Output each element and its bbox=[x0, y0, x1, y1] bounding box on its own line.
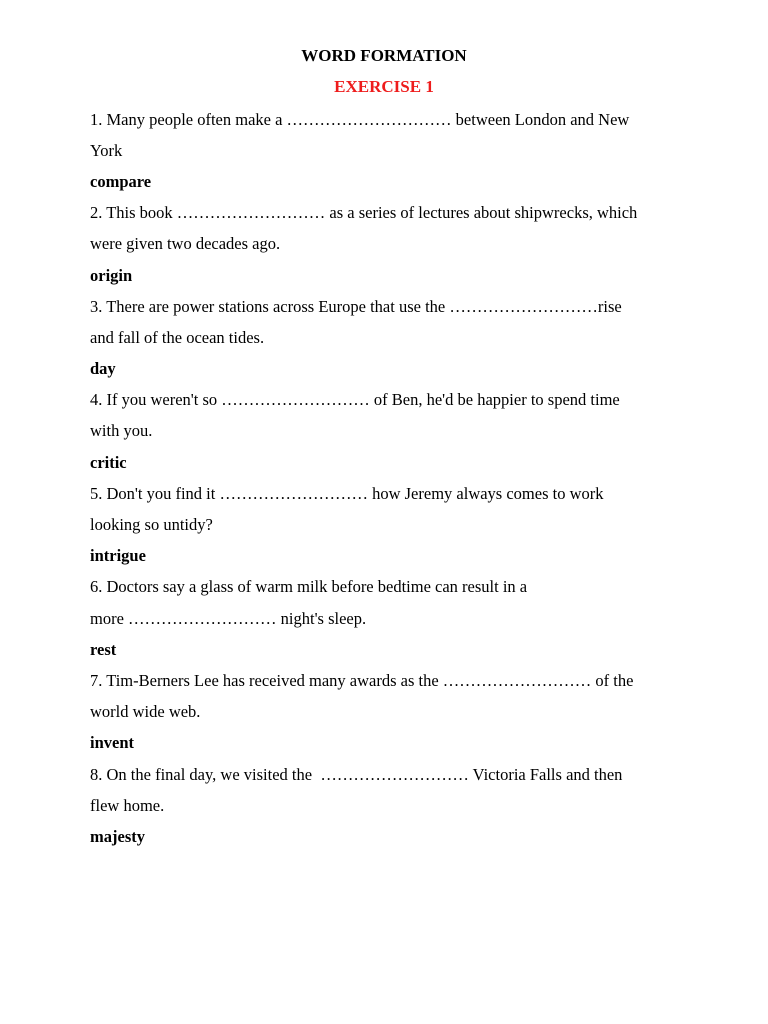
question-1-answer-word: compare bbox=[90, 172, 152, 191]
question-8-line-2: flew home. bbox=[90, 796, 165, 815]
question-7-answer-word: invent bbox=[90, 733, 135, 752]
question-5-line-2: looking so untidy? bbox=[90, 515, 213, 534]
document-title: WORD FORMATION bbox=[301, 46, 467, 65]
question-8-answer-word: majesty bbox=[90, 827, 145, 846]
question-5-answer-word: intrigue bbox=[90, 546, 146, 565]
question-2-line-1: 2. This book ……………………… as a series of lectures about shipwrecks, which bbox=[90, 203, 638, 222]
question-4-line-1: 4. If you weren't so ……………………… of Ben, he'd be happier to spend time bbox=[90, 390, 620, 409]
question-3-line-1: 3. There are power stations across Europe that use the ………………………rise bbox=[90, 297, 622, 316]
question-6-answer-word: rest bbox=[90, 640, 117, 659]
question-2-answer-word: origin bbox=[90, 266, 133, 285]
exercise-title: EXERCISE 1 bbox=[334, 77, 434, 96]
question-1-line-1: 1. Many people often make a ………………………… between London and New bbox=[90, 110, 630, 129]
question-6-line-1: 6. Doctors say a glass of warm milk before bedtime can result in a bbox=[90, 577, 528, 596]
question-1-line-2: York bbox=[90, 141, 123, 160]
question-4-line-2: with you. bbox=[90, 421, 153, 440]
question-7-line-1: 7. Tim-Berners Lee has received many awards as the ……………………… of the bbox=[90, 671, 634, 690]
question-8-line-1: 8. On the final day, we visited the ……………………… Victoria Falls and then bbox=[90, 765, 623, 784]
question-7-line-2: world wide web. bbox=[90, 702, 201, 721]
question-2-line-2: were given two decades ago. bbox=[90, 234, 281, 253]
question-3-line-2: and fall of the ocean tides. bbox=[90, 328, 265, 347]
question-4-answer-word: critic bbox=[90, 453, 127, 472]
question-3-answer-word: day bbox=[90, 359, 116, 378]
question-6-line-2: more ……………………… night's sleep. bbox=[90, 609, 367, 628]
question-5-line-1: 5. Don't you find it ……………………… how Jeremy always comes to work bbox=[90, 484, 604, 503]
